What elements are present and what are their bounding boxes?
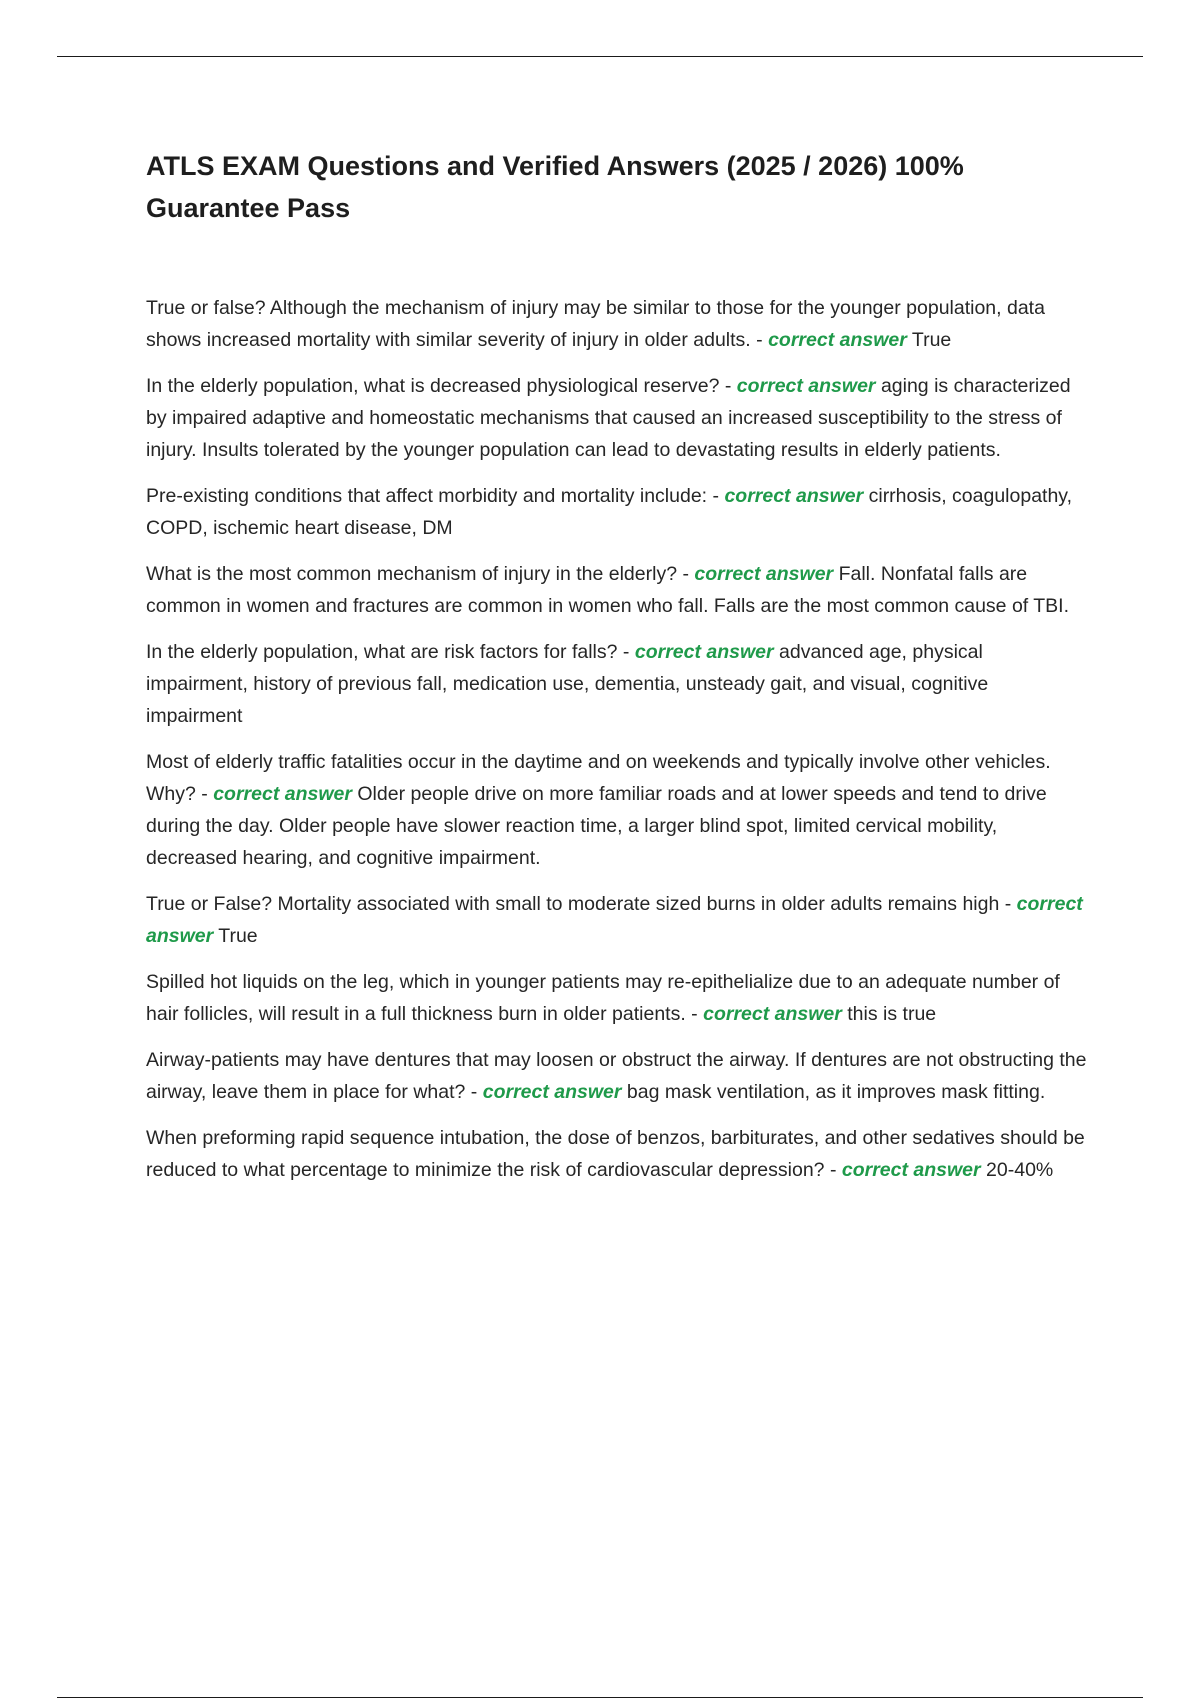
- answer-text: True: [911, 329, 952, 351]
- document-title: ATLS EXAM Questions and Verified Answers (2025 / 2026) 100% Guarantee Pass: [146, 151, 964, 223]
- answer-label: correct answer: [482, 1081, 622, 1103]
- separator: -: [195, 783, 214, 805]
- question-text: In the elderly population, what are risk factors for falls?: [146, 641, 618, 663]
- qa-item: [146, 636, 1090, 732]
- answer-label: correct answer: [724, 485, 864, 507]
- answer-label: correct answer: [634, 641, 774, 663]
- separator: -: [677, 563, 695, 585]
- qa-item: [146, 370, 1090, 466]
- qa-item: [146, 292, 1090, 356]
- qa-item: [146, 480, 1090, 544]
- answer-label: correct answer: [736, 375, 876, 397]
- separator: -: [685, 1003, 704, 1025]
- answer-text: bag mask ventilation, as it improves mask fitting.: [626, 1081, 1046, 1103]
- answer-label: correct answer: [703, 1003, 842, 1025]
- qa-item: [146, 966, 1090, 1030]
- separator: -: [617, 641, 635, 663]
- question-text: Spilled hot liquids on the leg, which in younger patients may re-epithelialize due to an adequate number of hair follicles, will result in a full thickness burn in older patients.: [146, 971, 1060, 1025]
- qa-item: [146, 1122, 1090, 1186]
- qa-item: [146, 888, 1090, 952]
- question-text: Pre-existing conditions that affect morbidity and mortality include:: [146, 485, 708, 507]
- top-rule: [57, 56, 1143, 57]
- answer-text: advanced age, physical impairment, history of previous fall, medication use, dementia, unsteady gait, and visual, cognitive impairment: [146, 641, 989, 727]
- question-text: In the elderly population, what is decreased physiological reserve?: [146, 375, 720, 397]
- separator: -: [707, 485, 725, 507]
- answer-label: correct answer: [841, 1159, 981, 1181]
- document-body: [146, 145, 1090, 1200]
- answer-text: aging is characterized by impaired adaptive and homeostatic mechanisms that caused an increased susceptibility to the stress of injury. Insults tolerated by the younger population can lead to devastating results in elderly patients.: [146, 375, 1071, 461]
- qa-item: [146, 746, 1090, 874]
- answer-text: Older people drive on more familiar roads and at lower speeds and tend to drive during the day. Older people have slower reaction time, a larger blind spot, limited cervical mobility, decreased hearing, and cognitive impairment.: [146, 783, 1047, 869]
- answer-text: this is true: [847, 1003, 937, 1025]
- separator: -: [465, 1081, 483, 1103]
- qa-item: [146, 558, 1090, 622]
- answer-label: correct answer: [213, 783, 352, 805]
- answer-text: 20-40%: [986, 1159, 1054, 1181]
- question-text: When preforming rapid sequence intubation, the dose of benzos, barbiturates, and other sedatives should be reduced to what percentage to minimize the risk of cardiovascular depression?: [146, 1127, 1085, 1181]
- bottom-rule: [57, 1697, 1143, 1698]
- answer-text: Fall. Nonfatal falls are common in women and fractures are common in women who fall. Falls are the most common cause of TBI.: [146, 563, 1070, 617]
- question-text: True or False? Mortality associated with small to moderate sized burns in older adults remains high: [146, 893, 1000, 915]
- answer-text: cirrhosis, coagulopathy, COPD, ischemic heart disease, DM: [146, 485, 1073, 539]
- separator: -: [719, 375, 737, 397]
- qa-item: [146, 1044, 1090, 1108]
- answer-label: correct answer: [694, 563, 834, 585]
- qa-list: [146, 292, 1090, 1186]
- separator: -: [999, 893, 1017, 915]
- separator: -: [750, 329, 769, 351]
- question-text: Airway-patients may have dentures that may loosen or obstruct the airway. If dentures are not obstructing the airway, leave them in place for what?: [146, 1049, 1087, 1103]
- question-text: What is the most common mechanism of injury in the elderly?: [146, 563, 678, 585]
- question-text: Most of elderly traffic fatalities occur in the daytime and on weekends and typically involve other vehicles. Why?: [146, 751, 1051, 805]
- question-text: True or false? Although the mechanism of injury may be similar to those for the younger population, data shows increased mortality with similar severity of injury in older adults.: [146, 297, 1045, 351]
- answer-text: True: [218, 925, 258, 947]
- answer-label: correct answer: [146, 893, 1083, 947]
- separator: -: [824, 1159, 842, 1181]
- answer-label: correct answer: [768, 329, 907, 351]
